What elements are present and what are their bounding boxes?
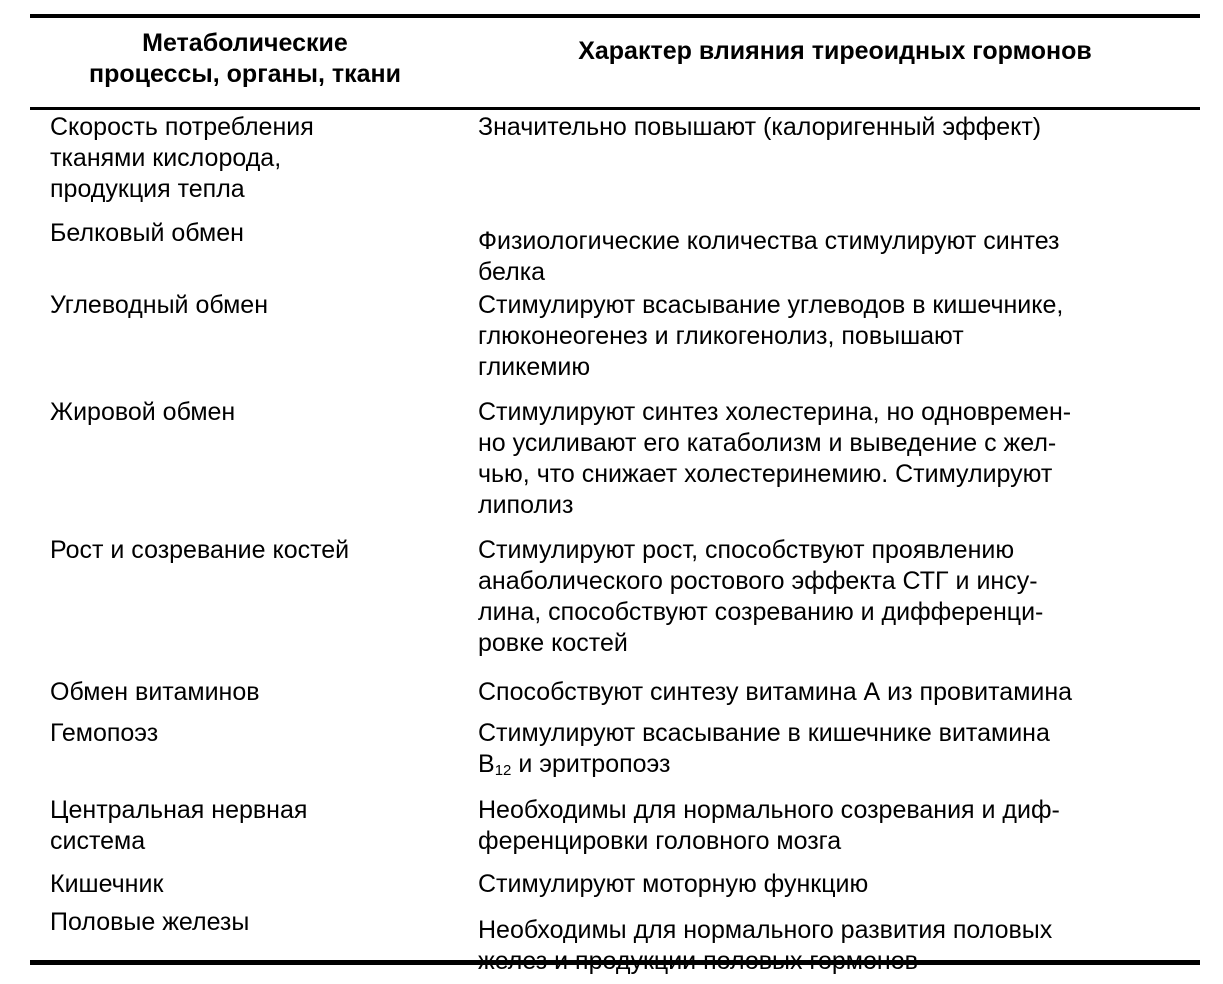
- process-cell: Обмен витаминов: [50, 678, 260, 706]
- process-cell: Жировой обмен: [50, 398, 236, 426]
- effect-cell: [478, 718, 1193, 780]
- process-cell: Кишечник: [50, 870, 164, 898]
- table-header-rule: [30, 107, 1200, 110]
- process-cell: Скорость потребления тканями кислорода, продукция тепла: [50, 113, 314, 203]
- effect-cell: Необходимы для нормального созревания и диф- ференцировки головного мозга: [478, 796, 1060, 855]
- effect-cell: Стимулируют моторную функцию: [478, 870, 869, 898]
- header-effects: Характер влияния тиреоидных гормонов: [578, 37, 1092, 65]
- process-cell: Белковый обмен: [50, 219, 244, 247]
- effect-cell: Необходимы для нормального развития половых: [478, 916, 1053, 944]
- effect-cell: Физиологические количества стимулируют синтез белка: [478, 227, 1060, 286]
- effect-cell: Значительно повышают (калоригенный эффект): [478, 113, 1042, 141]
- subscript-12: 12: [494, 762, 512, 779]
- effect-cell: Способствуют синтезу витамина А из провитамина: [478, 678, 1073, 706]
- table-top-rule: [30, 14, 1200, 18]
- process-cell: Центральная нервная система: [50, 796, 308, 855]
- effect-text-tail: и эритропоэз: [511, 750, 671, 778]
- process-cell: Рост и созревание костей: [50, 536, 350, 564]
- process-cell: Углеводный обмен: [50, 291, 269, 319]
- effect-text: Стимулируют всасывание в кишечнике витамина В: [478, 719, 1050, 778]
- effect-cell: Стимулируют синтез холестерина, но одновремен- но усиливают его катаболизм и выведение с жел- чью, что снижает холестеринемию. Стимулируют липолиз: [478, 398, 1072, 519]
- table-bottom-rule: [30, 960, 1200, 965]
- process-cell: Половые железы: [50, 908, 250, 936]
- effect-cell: Стимулируют всасывание углеводов в кишечнике, глюконеогенез и гликогенолиз, повышают гликемию: [478, 291, 1064, 381]
- process-cell: Гемопоэз: [50, 719, 159, 747]
- effect-cell: Стимулируют рост, способствуют проявлению анаболического ростового эффекта СТГ и инсу- лина, способствуют созреванию и дифференци- ровке костей: [478, 536, 1044, 657]
- header-processes: Метаболические процессы, органы, ткани: [89, 29, 401, 88]
